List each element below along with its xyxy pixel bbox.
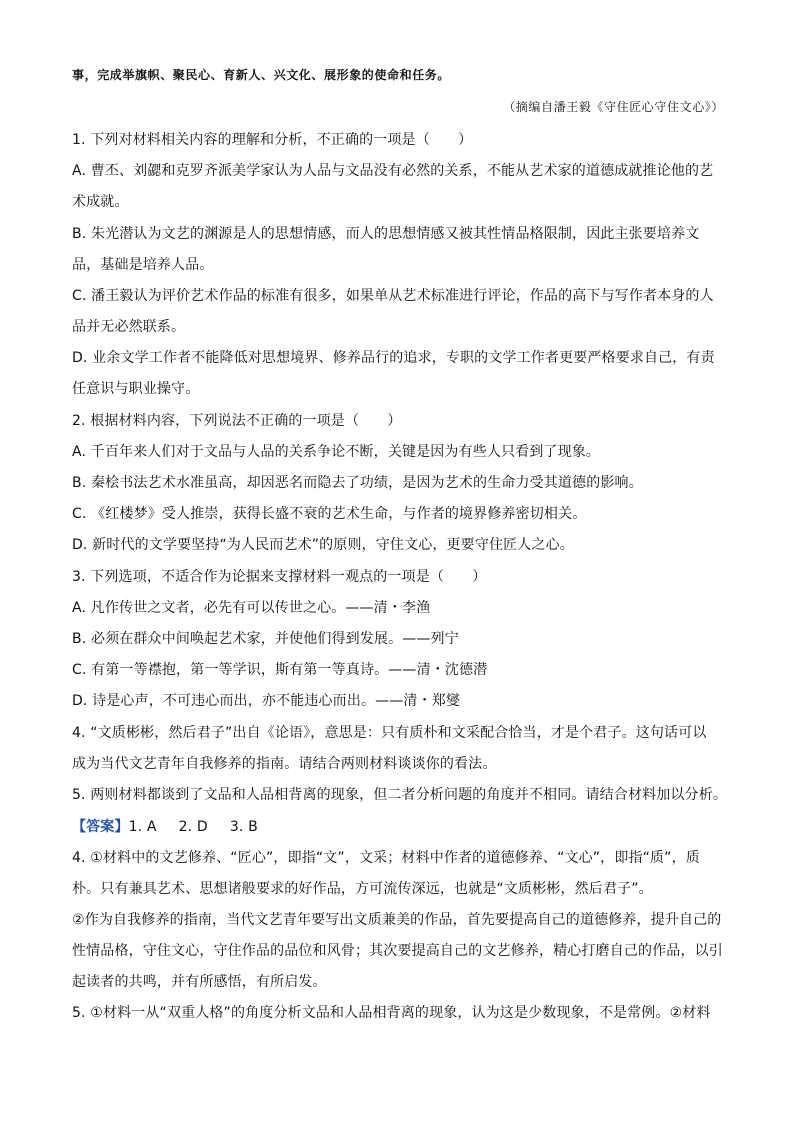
answer-tag: 【答案】 bbox=[72, 819, 129, 835]
q1-option-d-line1: D. 业余文学工作者不能降低对思想境界、修养品行的追求，专职的文学工作者更要严格要求自己，有责 bbox=[72, 350, 715, 366]
q1-option-a-line1: A. 曹丕、刘勰和克罗齐派美学家认为人品与文品没有必然的关系，不能从艺术家的道德成就推论他的艺 bbox=[72, 163, 714, 179]
question-4-line2: 成为当代文艺青年自我修养的指南。请结合两则材料谈谈你的看法。 bbox=[72, 756, 497, 772]
question-2-stem: 2. 根据材料内容，下列说法不正确的一项是（ ） bbox=[72, 413, 402, 429]
answer-3: 3. B bbox=[229, 819, 258, 835]
q1-option-c-line2: 品并无必然联系。 bbox=[72, 319, 186, 335]
answer-4-line1: 4. ①材料中的文艺修养、“匠心”，即指“文”，文采；材料中作者的道德修养、“文心”，即指“质”，质 bbox=[72, 850, 700, 866]
answer-4-line5: 起读者的共鸣，并有所感悟，有所启发。 bbox=[72, 974, 327, 990]
q1-option-b-line1: B. 朱光潜认为文艺的渊源是人的思想情感，而人的思想情感又被其性情品格限制，因此主张要培养文 bbox=[72, 226, 700, 242]
q3-option-b: B. 必须在群众中间唤起艺术家，并使他们得到发展。——列宁 bbox=[72, 631, 459, 647]
q2-option-c: C. 《红楼梦》受人推崇，获得长盛不衰的艺术生命，与作者的境界修养密切相关。 bbox=[72, 506, 587, 522]
answer-2: 2. D bbox=[178, 819, 208, 835]
q1-option-b-line2: 品，基础是培养人品。 bbox=[72, 257, 214, 273]
question-1-stem: 1. 下列对材料相关内容的理解和分析，不正确的一项是（ ） bbox=[72, 132, 473, 148]
q2-option-b: B. 秦桧书法艺术水准虽高，却因恶名而隐去了功绩，是因为艺术的生命力受其道德的影响。 bbox=[72, 475, 643, 491]
answer-4-line3: ②作为自我修养的指南，当代文艺青年要写出文质兼美的作品，首先要提高自己的道德修养，提升自己的 bbox=[72, 912, 722, 928]
q1-option-d-line2: 任意识与职业操守。 bbox=[72, 381, 200, 397]
q3-option-d: D. 诗是心声，不可违心而出，亦不能违心而出。——清・郑燮 bbox=[72, 693, 461, 709]
q1-option-c-line1: C. 潘王毅认为评价艺术作品的标准有很多，如果单从艺术标准进行评论，作品的高下与写作者本身的人 bbox=[72, 288, 714, 304]
q3-option-a: A. 凡作传世之文者，必先有可以传世之心。——清・李渔 bbox=[72, 600, 431, 616]
source-citation: （摘编自潘王毅《守住匠心守住文心》） bbox=[503, 100, 724, 114]
answer-4-line2: 朴。只有兼具艺术、思想诸般要求的好作品，方可流传深远，也就是“文质彬彬，然后君子”。 bbox=[72, 881, 653, 897]
answer-4-line4: 性情品格，守住文心，守住作品的品位和风骨；其次要提高自己的文艺修养，精心打磨自己的作品，以引 bbox=[72, 943, 723, 959]
answer-5-line1: 5. ①材料一从“双重人格”的角度分析文品和人品相背离的现象，认为这是少数现象，不是常例。②材料 bbox=[72, 1005, 711, 1021]
question-5-line1: 5. 两则材料都谈到了文品和人品相背离的现象，但二者分析问题的角度并不相同。请结合材料加以分析。 bbox=[72, 787, 728, 803]
q2-option-d: D. 新时代的文学要坚持“为人民而艺术”的原则，守住文心，更要守住匠人之心。 bbox=[72, 537, 574, 553]
answer-key-line bbox=[72, 818, 258, 836]
question-3-stem: 3. 下列选项，不适合作为论据来支撑材料一观点的一项是（ ） bbox=[72, 569, 487, 585]
q2-option-a: A. 千百年来人们对于文品与人品的关系争论不断，关键是因为有些人只看到了现象。 bbox=[72, 444, 601, 460]
q3-option-c: C. 有第一等襟抱，第一等学识，斯有第一等真诗。——清・沈德潜 bbox=[72, 662, 488, 678]
intro-line: 事，完成举旗帜、聚民心、育新人、兴文化、展形象的使命和任务。 bbox=[72, 68, 451, 82]
q1-option-a-line2: 术成就。 bbox=[72, 194, 129, 210]
answer-1: 1. A bbox=[128, 819, 157, 835]
question-4-line1: 4. “文质彬彬，然后君子”出自《论语》，意思是：只有质朴和文采配合恰当，才是个君子。这句话可以 bbox=[72, 725, 707, 741]
